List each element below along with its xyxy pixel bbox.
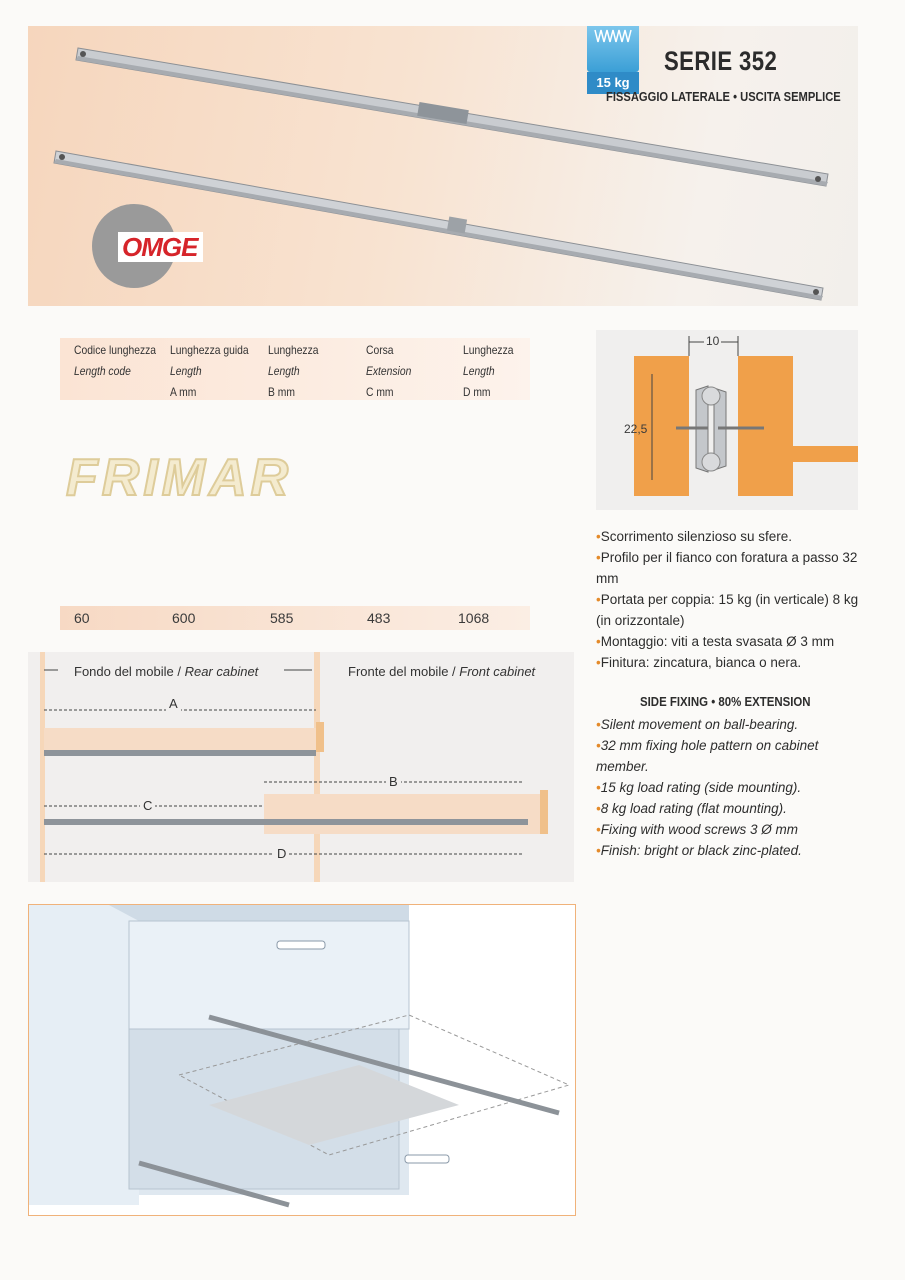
cell-c: 483 bbox=[367, 610, 391, 626]
dimension-a-label: A bbox=[166, 696, 181, 711]
feature-it-item: •Profilo per il fianco con foratura a passo 32 mm bbox=[596, 550, 858, 586]
cabinet-illustration bbox=[28, 904, 576, 1216]
cross-section-diagram bbox=[596, 330, 858, 510]
feature-it-item: •Montaggio: viti a testa svasata Ø 3 mm bbox=[596, 634, 835, 649]
features-english bbox=[596, 714, 866, 861]
front-cabinet-label: Fronte del mobile / Front cabinet bbox=[348, 664, 536, 679]
feature-en-item: •Finish: bright or black zinc-plated. bbox=[596, 843, 802, 858]
col-header-length-d: Lunghezza Length D mm bbox=[463, 343, 514, 399]
dimension-c-label: C bbox=[140, 798, 155, 813]
frimar-watermark-logo: FRIMAR bbox=[66, 449, 293, 507]
features-italian bbox=[596, 526, 866, 673]
cell-d: 1068 bbox=[458, 610, 490, 626]
feature-en-item: •Silent movement on ball-bearing. bbox=[596, 717, 799, 732]
feature-en-item: •32 mm fixing hole pattern on cabinet member. bbox=[596, 738, 819, 774]
series-subtitle: FISSAGGIO LATERALE • USCITA SEMPLICE bbox=[606, 89, 841, 104]
dimension-d-label: D bbox=[274, 846, 289, 861]
load-badge-label: 15 kg bbox=[587, 72, 639, 94]
feature-it-item: •Scorrimento silenzioso su sfere. bbox=[596, 529, 793, 544]
cell-code: 60 bbox=[74, 610, 90, 626]
feature-it-item: •Finitura: zincatura, bianca o nera. bbox=[596, 655, 802, 670]
weight-icon bbox=[587, 26, 639, 72]
col-header-length-b: Lunghezza Length B mm bbox=[268, 343, 319, 399]
width-dimension-label: 10 bbox=[706, 334, 720, 348]
feature-en-item: •Fixing with wood screws 3 Ø mm bbox=[596, 822, 799, 837]
cell-a: 600 bbox=[172, 610, 196, 626]
feature-en-item: •8 kg load rating (flat mounting). bbox=[596, 801, 787, 816]
rear-cabinet-label: Fondo del mobile / Rear cabinet bbox=[74, 664, 259, 679]
cell-b: 585 bbox=[270, 610, 294, 626]
load-badge bbox=[583, 26, 643, 98]
dimension-diagram bbox=[28, 652, 574, 882]
col-header-guide-length: Lunghezza guida Length A mm bbox=[170, 343, 249, 399]
series-title: SERIE 352 bbox=[664, 46, 778, 76]
col-header-length-code: Codice lunghezza Length code bbox=[74, 343, 157, 378]
dimension-b-label: B bbox=[386, 774, 401, 789]
feature-en-item: •15 kg load rating (side mounting). bbox=[596, 780, 802, 795]
col-header-extension: Corsa Extension C mm bbox=[366, 343, 412, 399]
height-dimension-label: 22,5 bbox=[624, 422, 648, 436]
omge-logo: OMGE bbox=[88, 204, 238, 294]
feature-it-item: •Portata per coppia: 15 kg (in verticale) 8 kg (in orizzontale) bbox=[596, 592, 859, 628]
features-english-title: SIDE FIXING • 80% EXTENSION bbox=[640, 694, 811, 709]
